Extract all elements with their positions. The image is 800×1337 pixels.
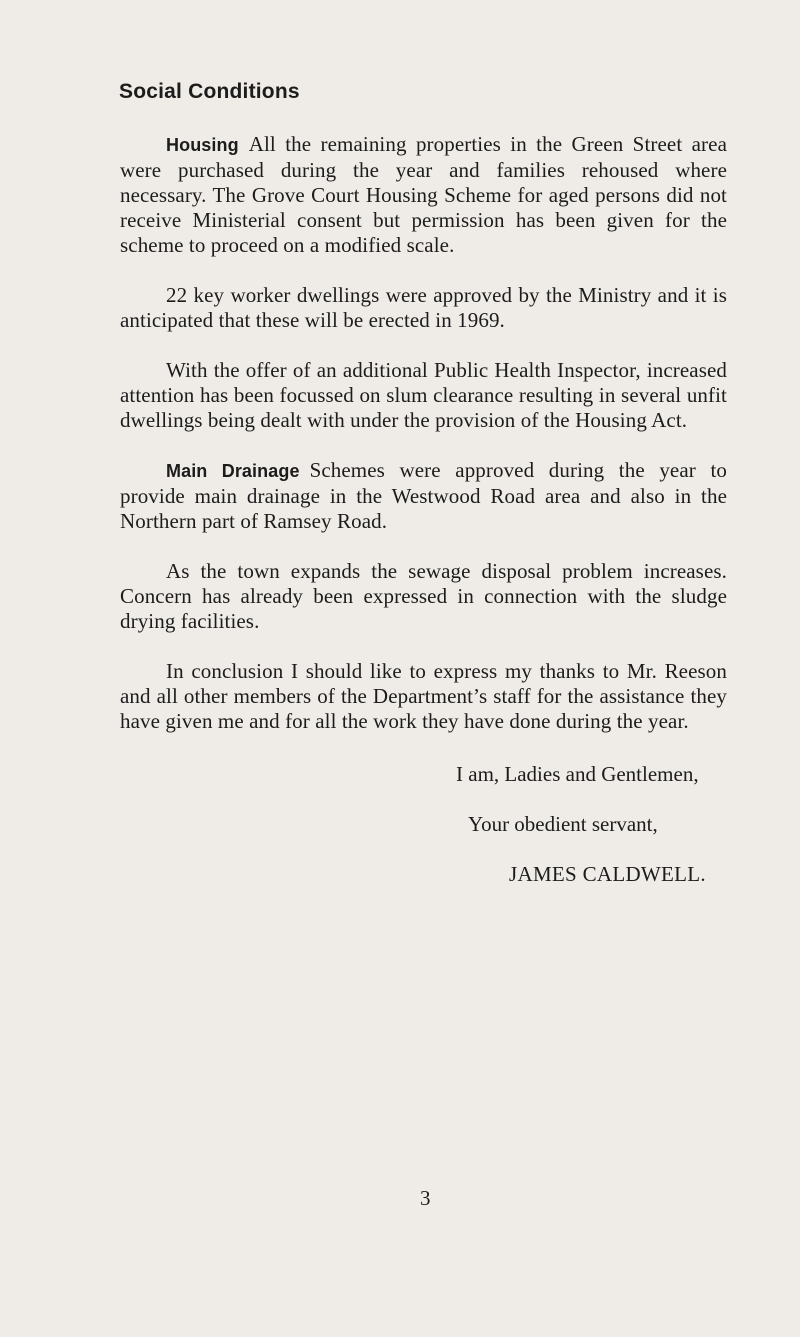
- paragraph-slum-clearance: [120, 358, 727, 433]
- body-text: [120, 132, 727, 759]
- paragraph-housing: [120, 132, 727, 258]
- paragraph-conclusion: [120, 659, 727, 734]
- paragraph-text: Schemes were approved during the year to provide main drainage in the Westwood Road area and also in the Northern part of Ramsey Road.: [120, 458, 727, 533]
- paragraph-key-worker-dwellings: [120, 283, 727, 333]
- run-in-heading-main-drainage: Main Drainage: [166, 461, 300, 481]
- paragraph-main-drainage: [120, 458, 727, 534]
- letter-closing: [456, 762, 706, 912]
- run-in-heading-housing: Housing: [166, 135, 239, 155]
- section-heading: Social Conditions: [119, 80, 300, 103]
- paragraph-text: In conclusion I should like to express my thanks to Mr. Reeson and all other members of the Department’s staff for the assistance they have given me and for all the work they have done during the year.: [120, 659, 727, 733]
- valediction: Your obedient servant,: [468, 812, 658, 836]
- paragraph-sewage-disposal: [120, 559, 727, 634]
- paragraph-text: As the town expands the sewage disposal problem increases. Concern has already been expressed in connection with the sludge drying facilities.: [120, 559, 727, 633]
- paragraph-text: All the remaining properties in the Green Street area were purchased during the year and families rehoused where necessary. The Grove Court Housing Scheme for aged persons did not receive Ministerial consent but permission has been given for the scheme to proceed on a modified scale.: [120, 132, 727, 257]
- page-number: 3: [420, 1186, 431, 1210]
- paragraph-text: With the offer of an additional Public Health Inspector, increased attention has been focussed on slum clearance resulting in several unfit dwellings being dealt with under the provision of the Housing Act.: [120, 358, 727, 432]
- salutation: I am, Ladies and Gentlemen,: [456, 762, 699, 786]
- paragraph-text: 22 key worker dwellings were approved by the Ministry and it is anticipated that these will be erected in 1969.: [120, 283, 727, 332]
- signature: JAMES CALDWELL.: [509, 862, 706, 886]
